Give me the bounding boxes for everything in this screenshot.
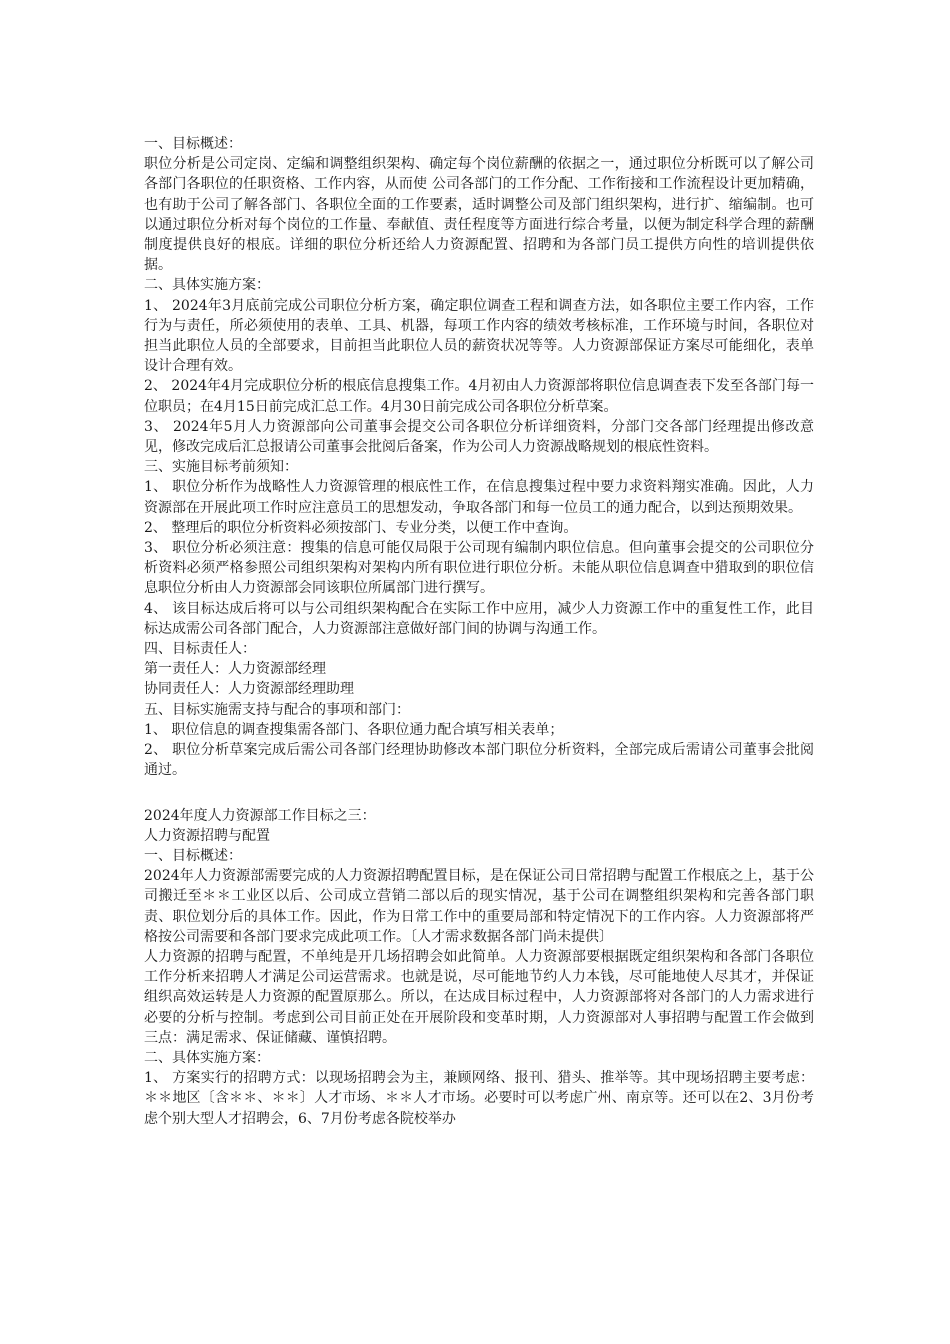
support-item-2: 2、 职位分析草案完成后需公司各部门经理协助修改本部门职位分析资料，全部完成后需请公司董事会批阅通过。: [144, 742, 814, 779]
paragraph-objective-2: 2024年人力资源部需要完成的人力资源招聘配置目标，是在保证公司日常招聘与配置工作根底之上，基于公司搬迁至＊＊工业区以后、公司成立营销二部以后的现实情况，基于公司在调整组织架构和完善各部门职责、职位划分后的具体工作。因此，作为日常工作中的重要局部和特定情况下的工作内容。人力资源部将严格按公司需要和各部门要求完成此项工作。〔人才需求数据各部门尚未提供〕: [144, 868, 814, 945]
support-item-1: 1、 职位信息的调查搜集需各部门、各职位通力配合填写相关表单；: [144, 721, 564, 738]
note-item-2: 2、 整理后的职位分析资料必须按部门、专业分类，以便工作中查询。: [144, 519, 578, 536]
section-heading-objective: 一、目标概述：: [144, 136, 242, 152]
responsible-secondary: 协同责任人：人力资源部经理助理: [144, 681, 354, 698]
section-heading-objective-2: 一、目标概述：: [144, 847, 242, 864]
paragraph-objective: 职位分析是公司定岗、定编和调整组织架构、确定每个岗位薪酬的依据之一，通过职位分析既可以了解公司各部门各职位的任职资格、工作内容，从而使 公司各部门的工作分配、工作衔接和工作流程设计更加精确，也有助于公司了解各部门、各职位全面的工作要素，适时调整公司及部门组织架构，进行扩、缩编制。也可以通过职位分析对每个岗位的工作量、奉献值、责任程度等方面进行综合考量，以便为制定科学合理的薪酬制度提供良好的根底。详细的职位分析还给人力资源配置、招聘和为各部门员工提供方向性的培训提供依据。: [144, 156, 814, 274]
plan-item-1: 1、 2024年3月底前完成公司职位分析方案，确定职位调查工程和调查方法，如各职位主要工作内容，工作行为与责任，所必须使用的表单、工具、机器，每项工作内容的绩效考核标准，工作环境与时间，各职位对担当此职位人员的全部要求，目前担当此职位人员的薪资状况等等。人力资源部保证方案尽可能细化，表单设计合理有效。: [144, 297, 814, 375]
plan-item-2-1: 1、 方案实行的招聘方式：以现场招聘会为主，兼顾网络、报刊、猎头、推举等。其中现场招聘主要考虑：＊＊地区〔含＊＊、＊＊〕人才市场、＊＊人才市场。必要时可以考虑广州、南京等。还可以在2、3月份考虑个别大型人才招聘会，6、7月份考虑各院校举办: [144, 1070, 814, 1127]
section-heading-plan: 二、具体实施方案：: [144, 277, 270, 294]
section-heading-notes: 三、实施目标考前须知：: [144, 459, 298, 476]
plan-item-3: 3、 2024年5月人力资源部向公司董事会提交公司各职位分析详细资料，分部门交各部门经理提出修改意见，修改完成后汇总报请公司董事会批阅后备案，作为公司人力资源战略规划的根底性资料。: [144, 418, 814, 456]
note-item-4: 4、 该目标达成后将可以与公司组织架构配合在实际工作中应用，减少人力资源工作中的重复性工作，此目标达成需公司各部门配合，人力资源部注意做好部门间的协调与沟通工作。: [144, 600, 814, 637]
paragraph-recruitment: 人力资源的招聘与配置，不单纯是开几场招聘会如此简单。人力资源部要根据既定组织架构和各部门各职位工作分析来招聘人才满足公司运营需求。也就是说，尽可能地节约人力本钱，尽可能地使人尽其才，并保证组织高效运转是人力资源的配置原那么。所以，在达成目标过程中，人力资源部将对各部门的人力需求进行必要的分析与控制。考虑到公司目前正处在开展阶段和变革时期，人力资源部对人事招聘与配置工作会做到三点：满足需求、保证储藏、谨慎招聘。: [144, 948, 814, 1046]
note-item-1: 1、 职位分析作为战略性人力资源管理的根底性工作，在信息搜集过程中要力求资料翔实准确。因此，人力资源部在开展此项工作时应注意员工的思想发动，争取各部门和每一位员工的通力配合，以到达预期效果。: [144, 479, 814, 516]
section-gap: [144, 781, 814, 806]
section-heading-support: 五、目标实施需支持与配合的事项和部门：: [144, 701, 410, 718]
note-item-3: 3、 职位分析必须注意：搜集的信息可能仅局限于公司现有编制内职位信息。但向董事会提交的公司职位分析资料必须严格参照公司组织架构对架构内所有职位进行职位分析。未能从职位信息调查中猎取到的职位信息职位分析由人力资源部会同该职位所属部门进行撰写。: [144, 540, 814, 597]
section-heading-responsible: 四、目标责任人：: [144, 641, 256, 658]
document-page: [144, 134, 814, 1129]
section-heading-plan-2: 二、具体实施方案：: [144, 1049, 270, 1066]
goal-subtitle: 人力资源招聘与配置: [144, 827, 270, 844]
plan-item-2: 2、 2024年4月完成职位分析的根底信息搜集工作。4月初由人力资源部将职位信息调查表下发至各部门每一位职员；在4月15日前完成汇总工作。4月30日前完成公司各职位分析草案。: [144, 378, 814, 415]
responsible-primary: 第一责任人：人力资源部经理: [144, 661, 326, 678]
goal-title: 2024年度人力资源部工作目标之三：: [144, 807, 376, 824]
